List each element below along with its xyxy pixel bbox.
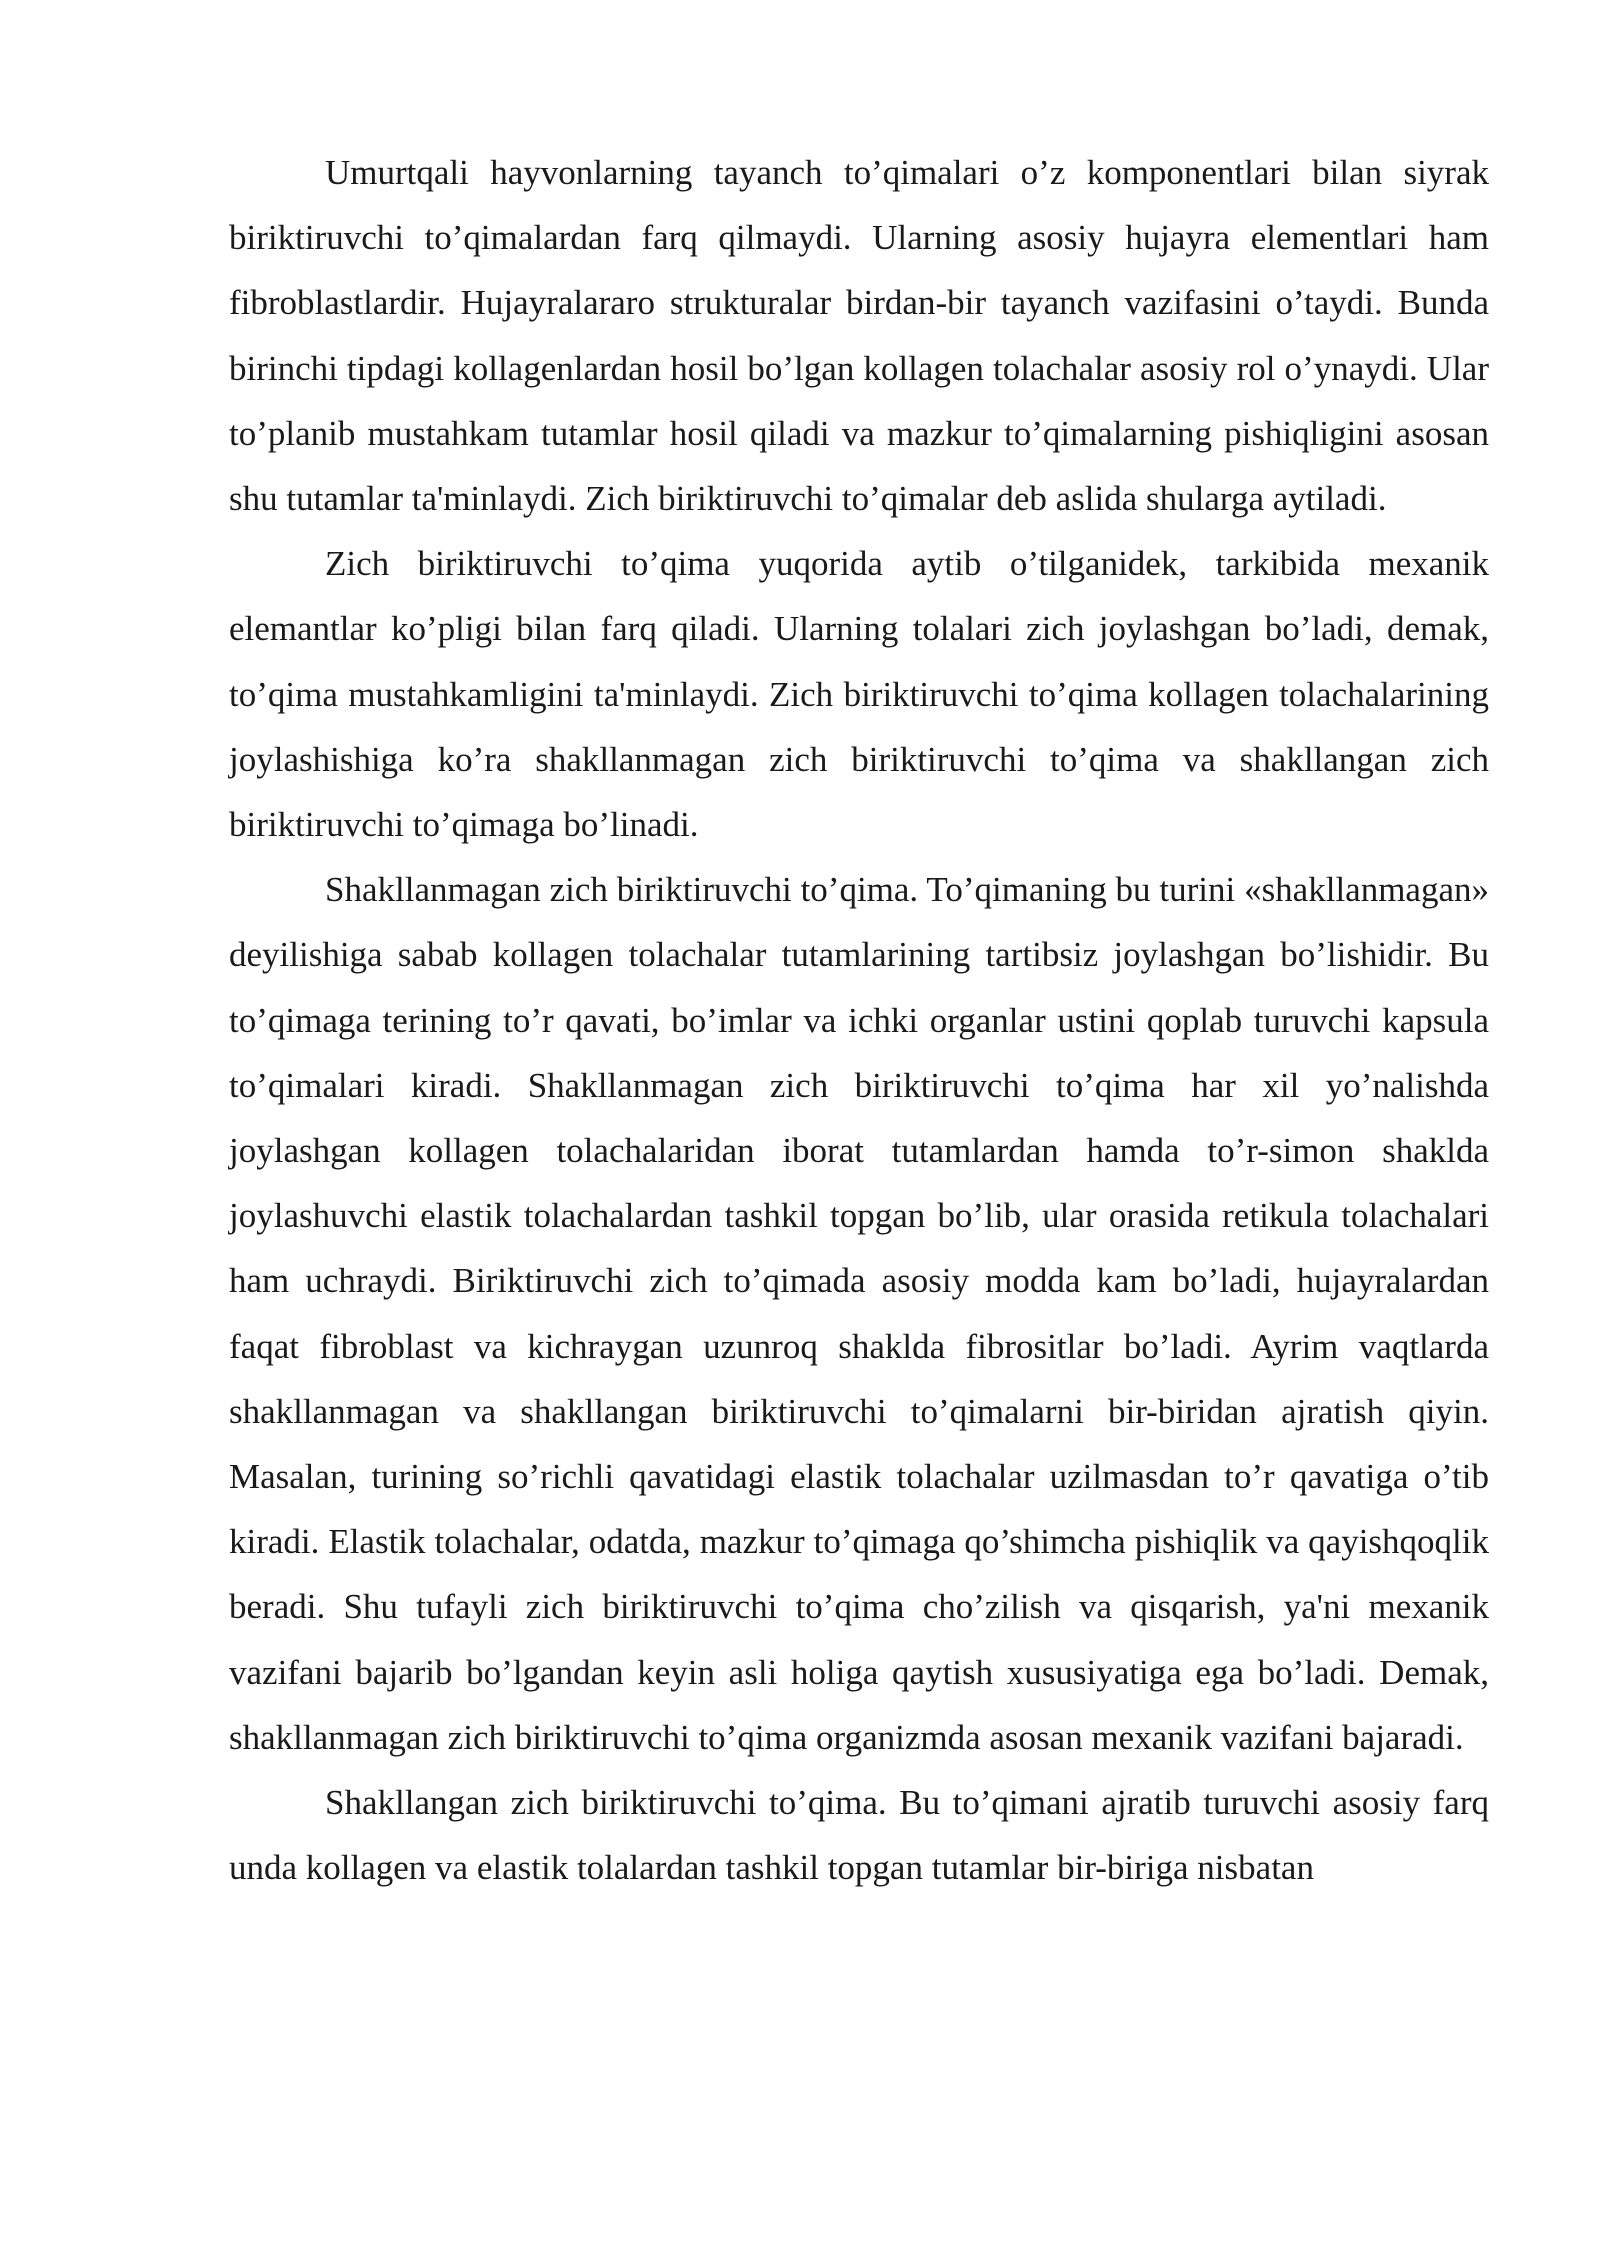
document-page bbox=[229, 140, 1489, 1900]
paragraph-dense-tissue-types: Zich biriktiruvchi to’qima yuqorida aytib o’tilganidek, tarkibida mexanik elemantlar ko’pligi bilan farq qiladi. Ularning tolalari zich joylashgan bo’ladi, demak, to’qima mustahkamligini ta'minlaydi. Zich biriktiruvchi to’qima kollagen tolachalarining joylashishiga ko’ra shakllanmagan zich biriktiruvchi to’qima va shakllangan zich biriktiruvchi to’qimaga bo’linadi. bbox=[229, 544, 1489, 845]
paragraph-dense-tissue-intro: Umurtqali hayvonlarning tayanch to’qimalari o’z komponentlari bilan siyrak biriktiruvchi to’qimalardan farq qilmaydi. Ularning asosiy hujayra elementlari ham fibroblastlardir. Hujayralararo strukturalar birdan-bir tayanch vazifasini o’taydi. Bunda birinchi tipdagi kollagenlardan hosil bo’lgan kollagen tolachalar asosiy rol o’ynaydi. Ular to’planib mustahkam tutamlar hosil qiladi va mazkur to’qimalarning pishiqligini asosan shu tutamlar ta'minlaydi. Zich biriktiruvchi to’qimalar deb aslida shularga aytiladi. bbox=[229, 153, 1489, 519]
paragraph-regular-dense-tissue: Shakllangan zich biriktiruvchi to’qima. Bu to’qimani ajratib turuvchi asosiy farq unda kollagen va elastik tolalardan tashkil topgan tutamlar bir-biriga nisbatan bbox=[229, 1783, 1489, 1888]
paragraph-irregular-dense-tissue: Shakllanmagan zich biriktiruvchi to’qima. To’qimaning bu turini «shakllanmagan» deyilishiga sabab kollagen tolachalar tutamlarining tartibsiz joylashgan bo’lishidir. Bu to’qimaga terining to’r qavati, bo’imlar va ichki organlar ustini qoplab turuvchi kapsula to’qimalari kiradi. Shakllanmagan zich biriktiruvchi to’qima har xil yo’nalishda joylashgan kollagen tolachalaridan iborat tutamlardan hamda to’r-simon shaklda joylashuvchi elastik tolachalardan tashkil topgan bo’lib, ular orasida retikula tolachalari ham uchraydi. Biriktiruvchi zich to’qimada asosiy modda kam bo’ladi, hujayralardan faqat fibroblast va kichraygan uzunroq shaklda fibrositlar bo’ladi. Ayrim vaqtlarda shakllanmagan va shakllangan biriktiruvchi to’qimalarni bir-biridan ajratish qiyin. Masalan, turining so’richli qavatidagi elastik tolachalar uzilmasdan to’r qavatiga o’tib kiradi. Elastik tolachalar, odatda, mazkur to’qimaga qo’shimcha pishiqlik va qayishqoqlik beradi. Shu tufayli zich biriktiruvchi to’qima cho’zilish va qisqarish, ya'ni mexanik vazifani bajarib bo’lgandan keyin asli holiga qaytish xususiyatiga ega bo’ladi. Demak, shakllanmagan zich biriktiruvchi to’qima organizmda asosan mexanik vazifani bajaradi. bbox=[229, 870, 1489, 1757]
